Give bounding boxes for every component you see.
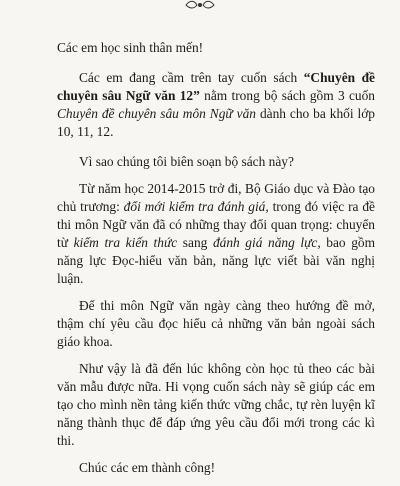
paragraph-reason: [57, 180, 375, 288]
paragraph-intro: [57, 69, 375, 141]
paragraph-question: Vì sao chúng tôi biên soạn bộ sách này?: [79, 154, 294, 169]
emphasis: đánh giá năng lực,: [212, 235, 321, 250]
text-run: Các em đang cầm trên tay cuốn sách: [79, 70, 304, 85]
text-run: dành cho ba khối lớp 10, 11, 12.: [57, 106, 375, 139]
emphasis: kiểm tra kiến thức: [73, 235, 178, 250]
text-run: bao gồm năng lực Đọc-hiểu văn bản, năng lực viết bài văn nghị luận.: [57, 235, 376, 286]
text-run: nằm trong bộ sách gồm 3 cuốn: [199, 88, 375, 103]
preface-text: [57, 39, 375, 486]
book-title: “Chuyên đề chuyên sâu Ngữ văn 12”: [57, 70, 375, 103]
text-run: sang: [177, 235, 213, 250]
text-run: trong đó việc ra đề thi môn Ngữ văn đã có những thay đổi quan trọng: chuyển từ: [57, 199, 375, 250]
paragraph-closing: Chúc các em thành công!: [79, 460, 216, 475]
decorative-flourish-icon: [184, 0, 216, 10]
paragraph-open-exam: Để thi môn Ngữ văn ngày càng theo hướng đề mở, thậm chí yêu cầu đọc hiểu cả những văn bản ngoài sách giáo khoa.: [57, 298, 375, 349]
paragraph-hope: Như vậy là đã đến lúc không còn học tủ theo các bài văn mẫu được nữa. Hi vọng cuốn sách này sẽ giúp các em tạo cho mình nền tảng kiến thức vững chắc, tự rèn luyện kĩ năng thành thục để đáp ứng yêu cầu đổi mới trong các kì thi.: [57, 361, 375, 448]
text-run: Từ năm học 2014-2015 trở đi, Bộ Giáo dục và Đào tạo chủ trương:: [57, 181, 375, 214]
series-title: Chuyên đề chuyên sâu môn Ngữ văn: [57, 106, 257, 121]
emphasis: đổi mới kiểm tra đánh giá,: [123, 199, 269, 214]
greeting: Các em học sinh thân mến!: [57, 40, 204, 55]
